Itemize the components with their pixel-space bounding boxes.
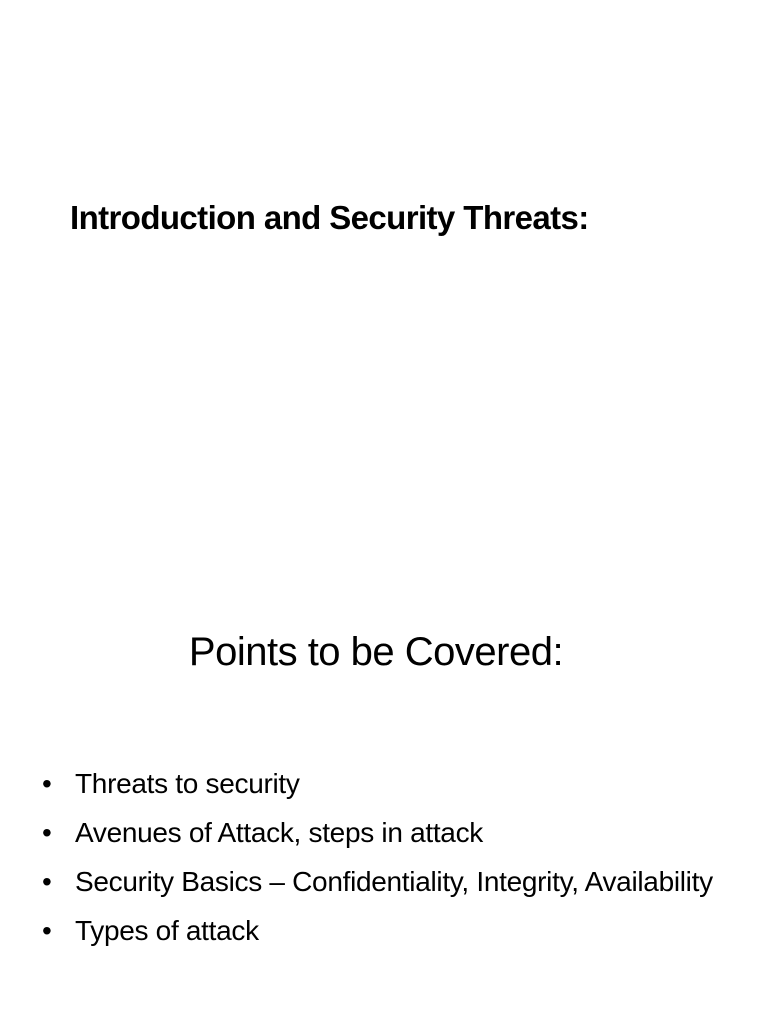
list-item xyxy=(40,813,740,853)
section-heading: Points to be Covered: xyxy=(188,630,564,674)
bullet-icon: • xyxy=(42,866,52,897)
list-item-text: Threats to security xyxy=(75,768,300,799)
list-item-text: Avenues of Attack, steps in attack xyxy=(75,817,483,848)
bullet-icon: • xyxy=(42,915,52,946)
list-item xyxy=(40,862,740,902)
list-item-text: Types of attack xyxy=(75,915,259,946)
list-item xyxy=(40,911,740,951)
bullet-icon: • xyxy=(42,768,52,799)
page-title: Introduction and Security Threats: xyxy=(70,199,589,236)
bullet-icon: • xyxy=(42,817,52,848)
bullet-list xyxy=(40,764,740,960)
list-item xyxy=(40,764,740,804)
list-item-text: Security Basics – Confidentiality, Integrity, Availability xyxy=(75,866,713,897)
